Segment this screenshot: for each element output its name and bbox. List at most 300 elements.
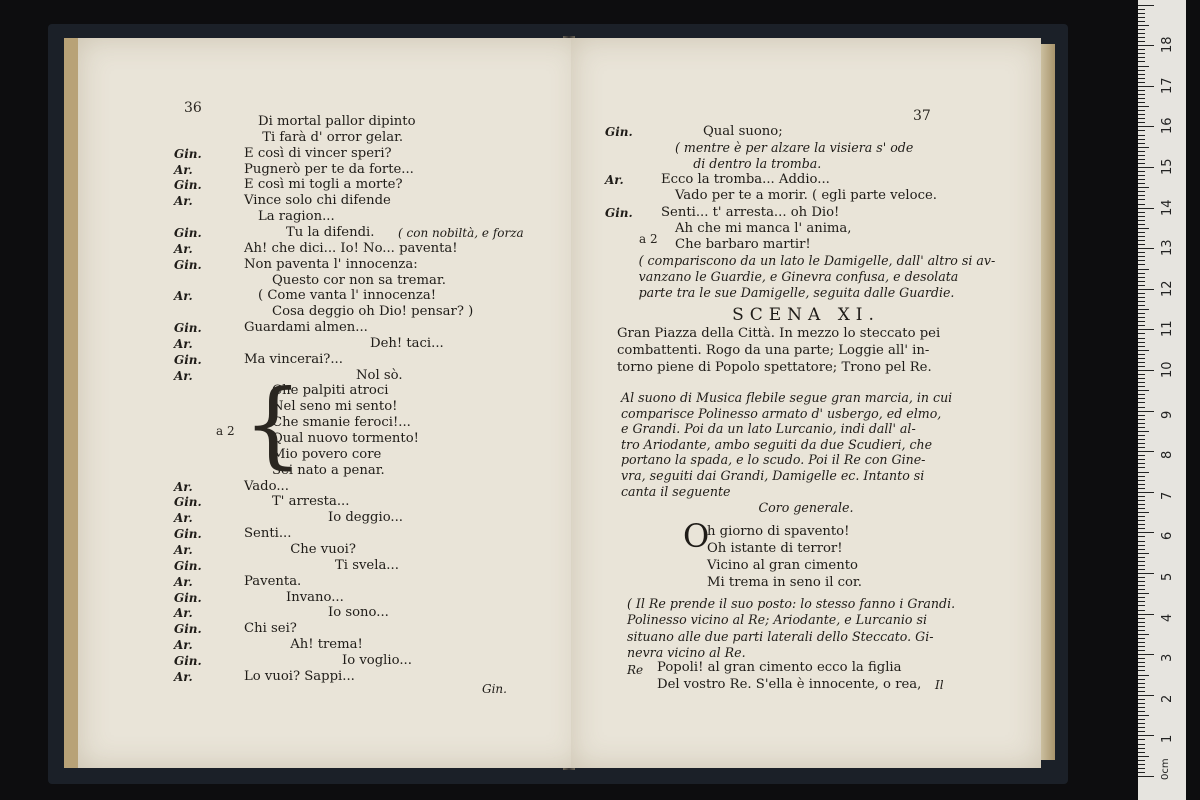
line-text: Chi sei? <box>244 621 297 637</box>
ruler-tick <box>1138 520 1145 521</box>
a2-label: a 2 <box>639 232 658 246</box>
ruler-tick <box>1138 553 1149 554</box>
ruler-tick <box>1138 642 1145 643</box>
ruler-tick <box>1138 541 1145 542</box>
ruler-tick <box>1138 398 1145 399</box>
speaker-label: Gin. <box>605 205 633 220</box>
ruler-number: 12 <box>1160 280 1175 297</box>
stage-note: ( con nobiltà, e forza <box>398 225 524 240</box>
line-text: Che vuoi? <box>290 541 356 557</box>
speaker-label: Ar. <box>174 194 193 209</box>
scene-description-line: Gran Piazza della Città. In mezzo lo steccato pei <box>617 326 941 341</box>
line-text: Che smanie feroci!... <box>272 415 411 431</box>
ruler-tick <box>1138 581 1145 582</box>
line-text: La ragion... <box>258 209 335 225</box>
ruler-tick <box>1138 691 1145 692</box>
ruler-tick <box>1138 57 1145 58</box>
line-text: Io voglio... <box>342 652 412 668</box>
closing-line: Polinesso vicino al Re; Ariodante, e Lurcanio si <box>627 612 927 628</box>
ruler-tick <box>1138 739 1145 740</box>
ruler-tick <box>1138 21 1145 22</box>
line-text: Ah! trema! <box>290 637 363 653</box>
ruler-tick <box>1138 240 1145 241</box>
ruler-tick <box>1138 378 1145 379</box>
ruler-tick <box>1138 565 1145 566</box>
ruler-tick <box>1138 703 1145 704</box>
ruler-tick <box>1138 208 1154 209</box>
line-text: ( Come vanta l' innocenza! <box>258 288 436 304</box>
ruler-tick <box>1138 155 1145 156</box>
ruler-tick <box>1138 110 1145 111</box>
page-number: 36 <box>184 100 202 116</box>
ruler-tick <box>1138 411 1154 412</box>
ruler-tick <box>1138 135 1145 136</box>
ruler-tick <box>1138 354 1145 355</box>
speaker-label: Ar. <box>174 511 193 526</box>
line-text: parte tra le sue Damigelle, seguita dalle Guardie. <box>638 285 955 300</box>
ruler-tick <box>1138 256 1145 257</box>
ruler-tick <box>1138 484 1145 485</box>
ruler-tick <box>1138 512 1149 513</box>
king-line: Popoli! al gran cimento ecco la figlia <box>657 660 902 675</box>
speaker-label: Gin. <box>174 495 202 510</box>
ruler-tick <box>1138 666 1145 667</box>
ruler-tick <box>1138 159 1145 160</box>
speaker-label: Ar. <box>174 241 193 256</box>
ruler-tick <box>1138 545 1145 546</box>
ruler-tick <box>1138 199 1145 200</box>
ruler-tick <box>1138 504 1145 505</box>
ruler-tick <box>1138 232 1145 233</box>
ruler-tick <box>1138 273 1145 274</box>
speaker-label: Re <box>627 663 644 677</box>
ruler-tick <box>1138 439 1145 440</box>
duet-brace: { <box>243 370 303 479</box>
ruler-tick <box>1138 374 1145 375</box>
ruler-tick <box>1138 764 1145 765</box>
ruler-tick <box>1138 118 1145 119</box>
line-text: Lo vuoi? Sappi... <box>244 668 355 684</box>
ruler-tick <box>1138 86 1154 87</box>
ruler-tick <box>1138 536 1145 537</box>
ruler-tick <box>1138 622 1145 623</box>
ruler-tick <box>1138 167 1154 168</box>
ruler-tick <box>1138 346 1145 347</box>
ruler-tick <box>1138 70 1145 71</box>
ruler-tick <box>1138 370 1154 371</box>
ruler-tick <box>1138 163 1145 164</box>
chorus-heading: Coro generale. <box>758 500 854 515</box>
ruler-tick <box>1138 147 1149 148</box>
ruler-tick <box>1138 467 1145 468</box>
ruler-tick <box>1138 264 1145 265</box>
line-text: Ti farà d' orror gelar. <box>262 129 404 145</box>
line-text: E così mi togli a morte? <box>244 177 403 193</box>
speaker-label: Gin. <box>605 125 633 139</box>
ruler-tick <box>1138 29 1145 30</box>
speaker-label: Ar. <box>174 336 193 351</box>
line-text: Ah! che dici... Io! No... paventa! <box>244 240 458 256</box>
ruler-tick <box>1138 362 1145 363</box>
closing-line: ( Il Re prende il suo posto: lo stesso fanno i Grandi. <box>627 596 956 611</box>
line-text: E così di vincer speri? <box>244 145 392 161</box>
ruler-tick <box>1138 711 1145 712</box>
ruler-tick <box>1138 9 1145 10</box>
ruler-tick <box>1138 435 1145 436</box>
ruler-tick <box>1138 281 1145 282</box>
ruler-tick <box>1138 37 1145 38</box>
ruler-tick <box>1138 325 1145 326</box>
ruler-tick <box>1138 463 1145 464</box>
ruler-tick <box>1138 338 1145 339</box>
line-text: ( mentre è per alzare la visiera s' ode <box>675 140 914 156</box>
ruler-tick <box>1138 82 1145 83</box>
ruler-tick <box>1138 61 1145 62</box>
stage-direction-line: canta il seguente <box>621 483 731 499</box>
line-text: Questo cor non sa tremar. <box>272 272 446 288</box>
ruler-tick <box>1138 179 1145 180</box>
ruler-tick <box>1138 94 1145 95</box>
ruler-tick <box>1138 589 1145 590</box>
ruler-tick <box>1138 212 1145 213</box>
ruler-number: 1 <box>1160 735 1175 744</box>
line-text: Tu la difendi. <box>286 224 375 240</box>
speaker-label: Gin. <box>174 225 202 240</box>
line-text: Che palpiti atroci <box>272 383 389 399</box>
ruler-tick <box>1138 106 1149 107</box>
ruler-tick <box>1138 151 1145 152</box>
king-line: Del vostro Re. S'ella è innocente, o rea, <box>657 677 922 692</box>
ruler-tick <box>1138 313 1145 314</box>
closing-line: nevra vicino al Re. <box>627 644 746 660</box>
stage-direction-line: Al suono di Musica flebile segue gran marcia, in cui <box>621 390 953 405</box>
line-text: Pugnerò per te da forte... <box>244 161 414 177</box>
speaker-label: Gin. <box>174 352 202 367</box>
ruler-tick <box>1138 143 1145 144</box>
stage-direction-line: e Grandi. Poi da un lato Lurcanio, indi dall' al- <box>621 421 916 437</box>
ruler-tick <box>1138 423 1145 424</box>
ruler-tick <box>1138 662 1145 663</box>
stage-direction-line: comparisce Polinesso armato d' usbergo, ed elmo, <box>621 405 942 421</box>
ruler-tick <box>1138 317 1145 318</box>
line-text: Nel seno mi sento! <box>272 399 398 415</box>
ruler-tick <box>1138 744 1145 745</box>
ruler-tick <box>1138 480 1145 481</box>
ruler-tick <box>1138 597 1145 598</box>
left-page <box>64 38 582 768</box>
ruler-tick <box>1138 459 1145 460</box>
ruler-tick <box>1138 228 1149 229</box>
ruler-tick <box>1138 715 1149 716</box>
chorus-line: h giorno di spavento! <box>707 524 850 539</box>
ruler-tick <box>1138 593 1149 594</box>
ruler-tick <box>1138 472 1149 473</box>
ruler-tick <box>1138 49 1145 50</box>
ruler-tick <box>1138 204 1145 205</box>
ruler-tick <box>1138 5 1154 6</box>
ruler-tick <box>1138 658 1145 659</box>
line-text: Paventa. <box>244 573 302 589</box>
ruler-tick <box>1138 610 1145 611</box>
ruler-number: 13 <box>1160 239 1175 257</box>
ruler-tick <box>1138 53 1145 54</box>
speaker-label: Gin. <box>174 622 202 637</box>
line-text: Senti... <box>244 526 292 542</box>
ruler-tick <box>1138 638 1145 639</box>
ruler-tick <box>1138 309 1149 310</box>
line-text: Ah che mi manca l' anima, <box>675 220 852 236</box>
ruler-tick <box>1138 419 1145 420</box>
ruler-tick <box>1138 285 1145 286</box>
ruler-tick <box>1138 394 1145 395</box>
ruler-tick <box>1138 760 1145 761</box>
page-number: 37 <box>913 108 931 124</box>
line-text: di dentro la tromba. <box>693 156 822 172</box>
line-text: Deh! taci... <box>370 335 444 351</box>
line-text: Invano... <box>286 589 344 605</box>
ruler-number: 3 <box>1160 653 1175 663</box>
speaker-label: Gin. <box>174 146 202 161</box>
ruler-tick <box>1138 333 1145 334</box>
ruler-tick <box>1138 45 1154 46</box>
line-text: Io deggio... <box>328 510 403 526</box>
right-page <box>571 38 1041 768</box>
ruler-tick <box>1138 679 1145 680</box>
ruler-tick <box>1138 756 1149 757</box>
ruler-tick <box>1138 114 1145 115</box>
line-text: Io sono... <box>328 605 389 621</box>
ruler-tick <box>1138 675 1149 676</box>
ruler-tick <box>1138 289 1154 290</box>
line-text: Vado per te a morir. ( egli parte veloce. <box>675 188 937 204</box>
line-text: ( compariscono da un lato le Damigelle, dall' altro si av- <box>638 252 996 268</box>
ruler-tick <box>1138 216 1145 217</box>
ruler-tick <box>1138 260 1145 261</box>
line-text: Di mortal pallor dipinto <box>258 114 416 129</box>
ruler-tick <box>1138 244 1145 245</box>
chorus-line: Oh istante di terror! <box>707 541 843 556</box>
ruler-tick <box>1138 126 1154 127</box>
stage-direction-line: tro Ariodante, ambo seguiti da due Scudieri, che <box>621 436 933 452</box>
ruler-number: 6 <box>1160 532 1175 541</box>
speaker-label: Ar. <box>174 574 193 589</box>
scene-description-line: torno piene di Popolo spettatore; Trono pel Re. <box>617 360 932 375</box>
ruler-tick <box>1138 130 1145 131</box>
ruler-tick <box>1138 772 1145 773</box>
ruler-tick <box>1138 236 1145 237</box>
closing-line: situano alle due parti laterali dello Steccato. Gi- <box>627 628 934 644</box>
speaker-label: Gin. <box>174 558 202 573</box>
ruler-tick <box>1138 321 1145 322</box>
speaker-label: Ar. <box>174 606 193 621</box>
ruler-tick <box>1138 191 1145 192</box>
line-text: Mio povero core <box>272 446 382 462</box>
ruler-tick <box>1138 748 1145 749</box>
ruler-tick <box>1138 66 1149 67</box>
stage-direction-line: vra, seguiti dai Grandi, Damigelle ec. Intanto si <box>621 468 925 483</box>
ruler-tick <box>1138 585 1145 586</box>
ruler-tick <box>1138 731 1145 732</box>
ruler-number: 10 <box>1160 361 1175 378</box>
ruler-tick <box>1138 752 1145 753</box>
ruler-tick <box>1138 415 1145 416</box>
speaker-label: Ar. <box>174 669 193 684</box>
ruler-tick <box>1138 687 1145 688</box>
catchword: Il <box>935 678 944 692</box>
speaker-label: Ar. <box>174 289 193 304</box>
ruler-tick <box>1138 98 1145 99</box>
ruler-number: 5 <box>1160 572 1175 581</box>
speaker-label: Gin. <box>174 527 202 542</box>
ruler-tick <box>1138 618 1145 619</box>
ruler-tick <box>1138 74 1145 75</box>
drop-cap: O <box>683 517 710 555</box>
ruler-tick <box>1138 524 1145 525</box>
ruler-tick <box>1138 13 1145 14</box>
ruler-tick <box>1138 139 1145 140</box>
ruler-tick <box>1138 683 1145 684</box>
speaker-label: Gin. <box>174 178 202 193</box>
ruler-tick <box>1138 455 1145 456</box>
ruler-tick <box>1138 305 1145 306</box>
ruler-tick <box>1138 342 1145 343</box>
ruler-number: 15 <box>1160 158 1175 175</box>
line-text: Vince solo chi difende <box>244 193 391 209</box>
ruler-tick <box>1138 670 1145 671</box>
ruler-tick <box>1138 102 1145 103</box>
line-text: vanzano le Guardie, e Ginevra confusa, e desolata <box>638 268 959 284</box>
ruler-tick <box>1138 650 1145 651</box>
ruler-tick <box>1138 443 1145 444</box>
ruler-tick <box>1138 382 1145 383</box>
line-text: Che barbaro martir! <box>675 236 811 252</box>
ruler-tick <box>1138 557 1145 558</box>
ruler-tick <box>1138 301 1145 302</box>
ruler-tick <box>1138 727 1145 728</box>
speaker-label: Ar. <box>174 368 193 383</box>
ruler-number: 18 <box>1160 36 1175 54</box>
line-text: Cosa deggio oh Dio! pensar? ) <box>272 304 474 320</box>
ruler-tick <box>1138 476 1145 477</box>
ruler-number: 2 <box>1160 694 1175 703</box>
ruler-tick <box>1138 33 1145 34</box>
scene-description-line: combattenti. Rogo da una parte; Loggie all' in- <box>617 343 930 358</box>
ruler-tick <box>1138 220 1145 221</box>
ruler-tick <box>1138 626 1145 627</box>
ruler-tick <box>1138 699 1145 700</box>
chorus-line: Vicino al gran cimento <box>707 558 858 573</box>
ruler-tick <box>1138 41 1145 42</box>
ruler-tick <box>1138 500 1145 501</box>
ruler-tick <box>1138 171 1145 172</box>
speaker-label: Gin. <box>174 321 202 336</box>
ruler-tick <box>1138 735 1154 736</box>
ruler-tick <box>1138 183 1145 184</box>
ruler-number: 16 <box>1160 117 1175 135</box>
ruler-tick <box>1138 224 1145 225</box>
ruler-tick <box>1138 601 1145 602</box>
ruler-tick <box>1138 577 1145 578</box>
line-text: T' arresta... <box>272 494 350 510</box>
line-text: Vado... <box>244 478 289 494</box>
ruler-tick <box>1138 508 1145 509</box>
speaker-label: Gin. <box>174 590 202 605</box>
ruler-tick <box>1138 248 1154 249</box>
ruler-tick <box>1138 492 1154 493</box>
ruler-tick <box>1138 488 1145 489</box>
ruler-tick <box>1138 768 1145 769</box>
ruler-tick <box>1138 366 1145 367</box>
ruler-unit: 0cm <box>1160 758 1171 780</box>
speaker-label: Ar. <box>174 479 193 494</box>
line-text: Nol sò. <box>356 367 403 383</box>
ruler-number: 9 <box>1160 410 1175 419</box>
ruler-tick <box>1138 646 1145 647</box>
ruler-tick <box>1138 707 1145 708</box>
ruler-tick <box>1138 719 1145 720</box>
ruler-tick <box>1138 407 1145 408</box>
ruler-number: 11 <box>1160 320 1175 338</box>
ruler-number: 17 <box>1160 77 1175 94</box>
ruler-tick <box>1138 269 1149 270</box>
ruler-tick <box>1138 358 1145 359</box>
ruler-tick <box>1138 90 1145 91</box>
speaker-label: Ar. <box>174 638 193 653</box>
ruler-tick <box>1138 549 1145 550</box>
ruler-number: 14 <box>1160 199 1175 216</box>
ruler-tick <box>1138 532 1154 533</box>
ruler-tick <box>1138 25 1149 26</box>
ruler-tick <box>1138 451 1154 452</box>
ruler-tick <box>1138 390 1149 391</box>
stage-direction-line: portano la spada, e lo scudo. Poi il Re con Gine- <box>621 452 926 468</box>
ruler-tick <box>1138 516 1145 517</box>
measuring-ruler <box>1138 0 1186 800</box>
a2-label: a 2 <box>216 424 235 438</box>
ruler-tick <box>1138 277 1145 278</box>
ruler-tick <box>1138 195 1145 196</box>
line-text: Qual nuovo tormento! <box>272 431 419 446</box>
line-text: Sei nato a penar. <box>272 462 385 478</box>
speaker-label: Ar. <box>605 173 624 188</box>
ruler-tick <box>1138 528 1145 529</box>
catchword: Gin. <box>482 682 507 696</box>
speaker-label: Gin. <box>174 653 202 668</box>
ruler-tick <box>1138 122 1145 123</box>
ruler-number: 8 <box>1160 450 1175 460</box>
ruler-tick <box>1138 187 1149 188</box>
ruler-tick <box>1138 561 1145 562</box>
ruler-tick <box>1138 293 1145 294</box>
line-text: Ma vincerai?... <box>244 351 343 367</box>
ruler-tick <box>1138 573 1154 574</box>
line-text: Ecco la tromba... Addio... <box>661 172 830 188</box>
ruler-number: 7 <box>1160 491 1175 500</box>
speaker-label: Gin. <box>174 257 202 272</box>
line-text: Senti... t' arresta... oh Dio! <box>661 204 840 220</box>
ruler-tick <box>1138 614 1154 615</box>
ruler-tick <box>1138 569 1145 570</box>
ruler-tick <box>1138 402 1145 403</box>
ruler-tick <box>1138 252 1145 253</box>
speaker-label: Ar. <box>174 162 193 177</box>
line-text: Ti svela... <box>335 557 399 573</box>
ruler-tick <box>1138 78 1145 79</box>
ruler-tick <box>1138 630 1145 631</box>
chorus-line: Mi trema in seno il cor. <box>707 575 862 590</box>
ruler-tick <box>1138 427 1145 428</box>
ruler-tick <box>1138 386 1145 387</box>
